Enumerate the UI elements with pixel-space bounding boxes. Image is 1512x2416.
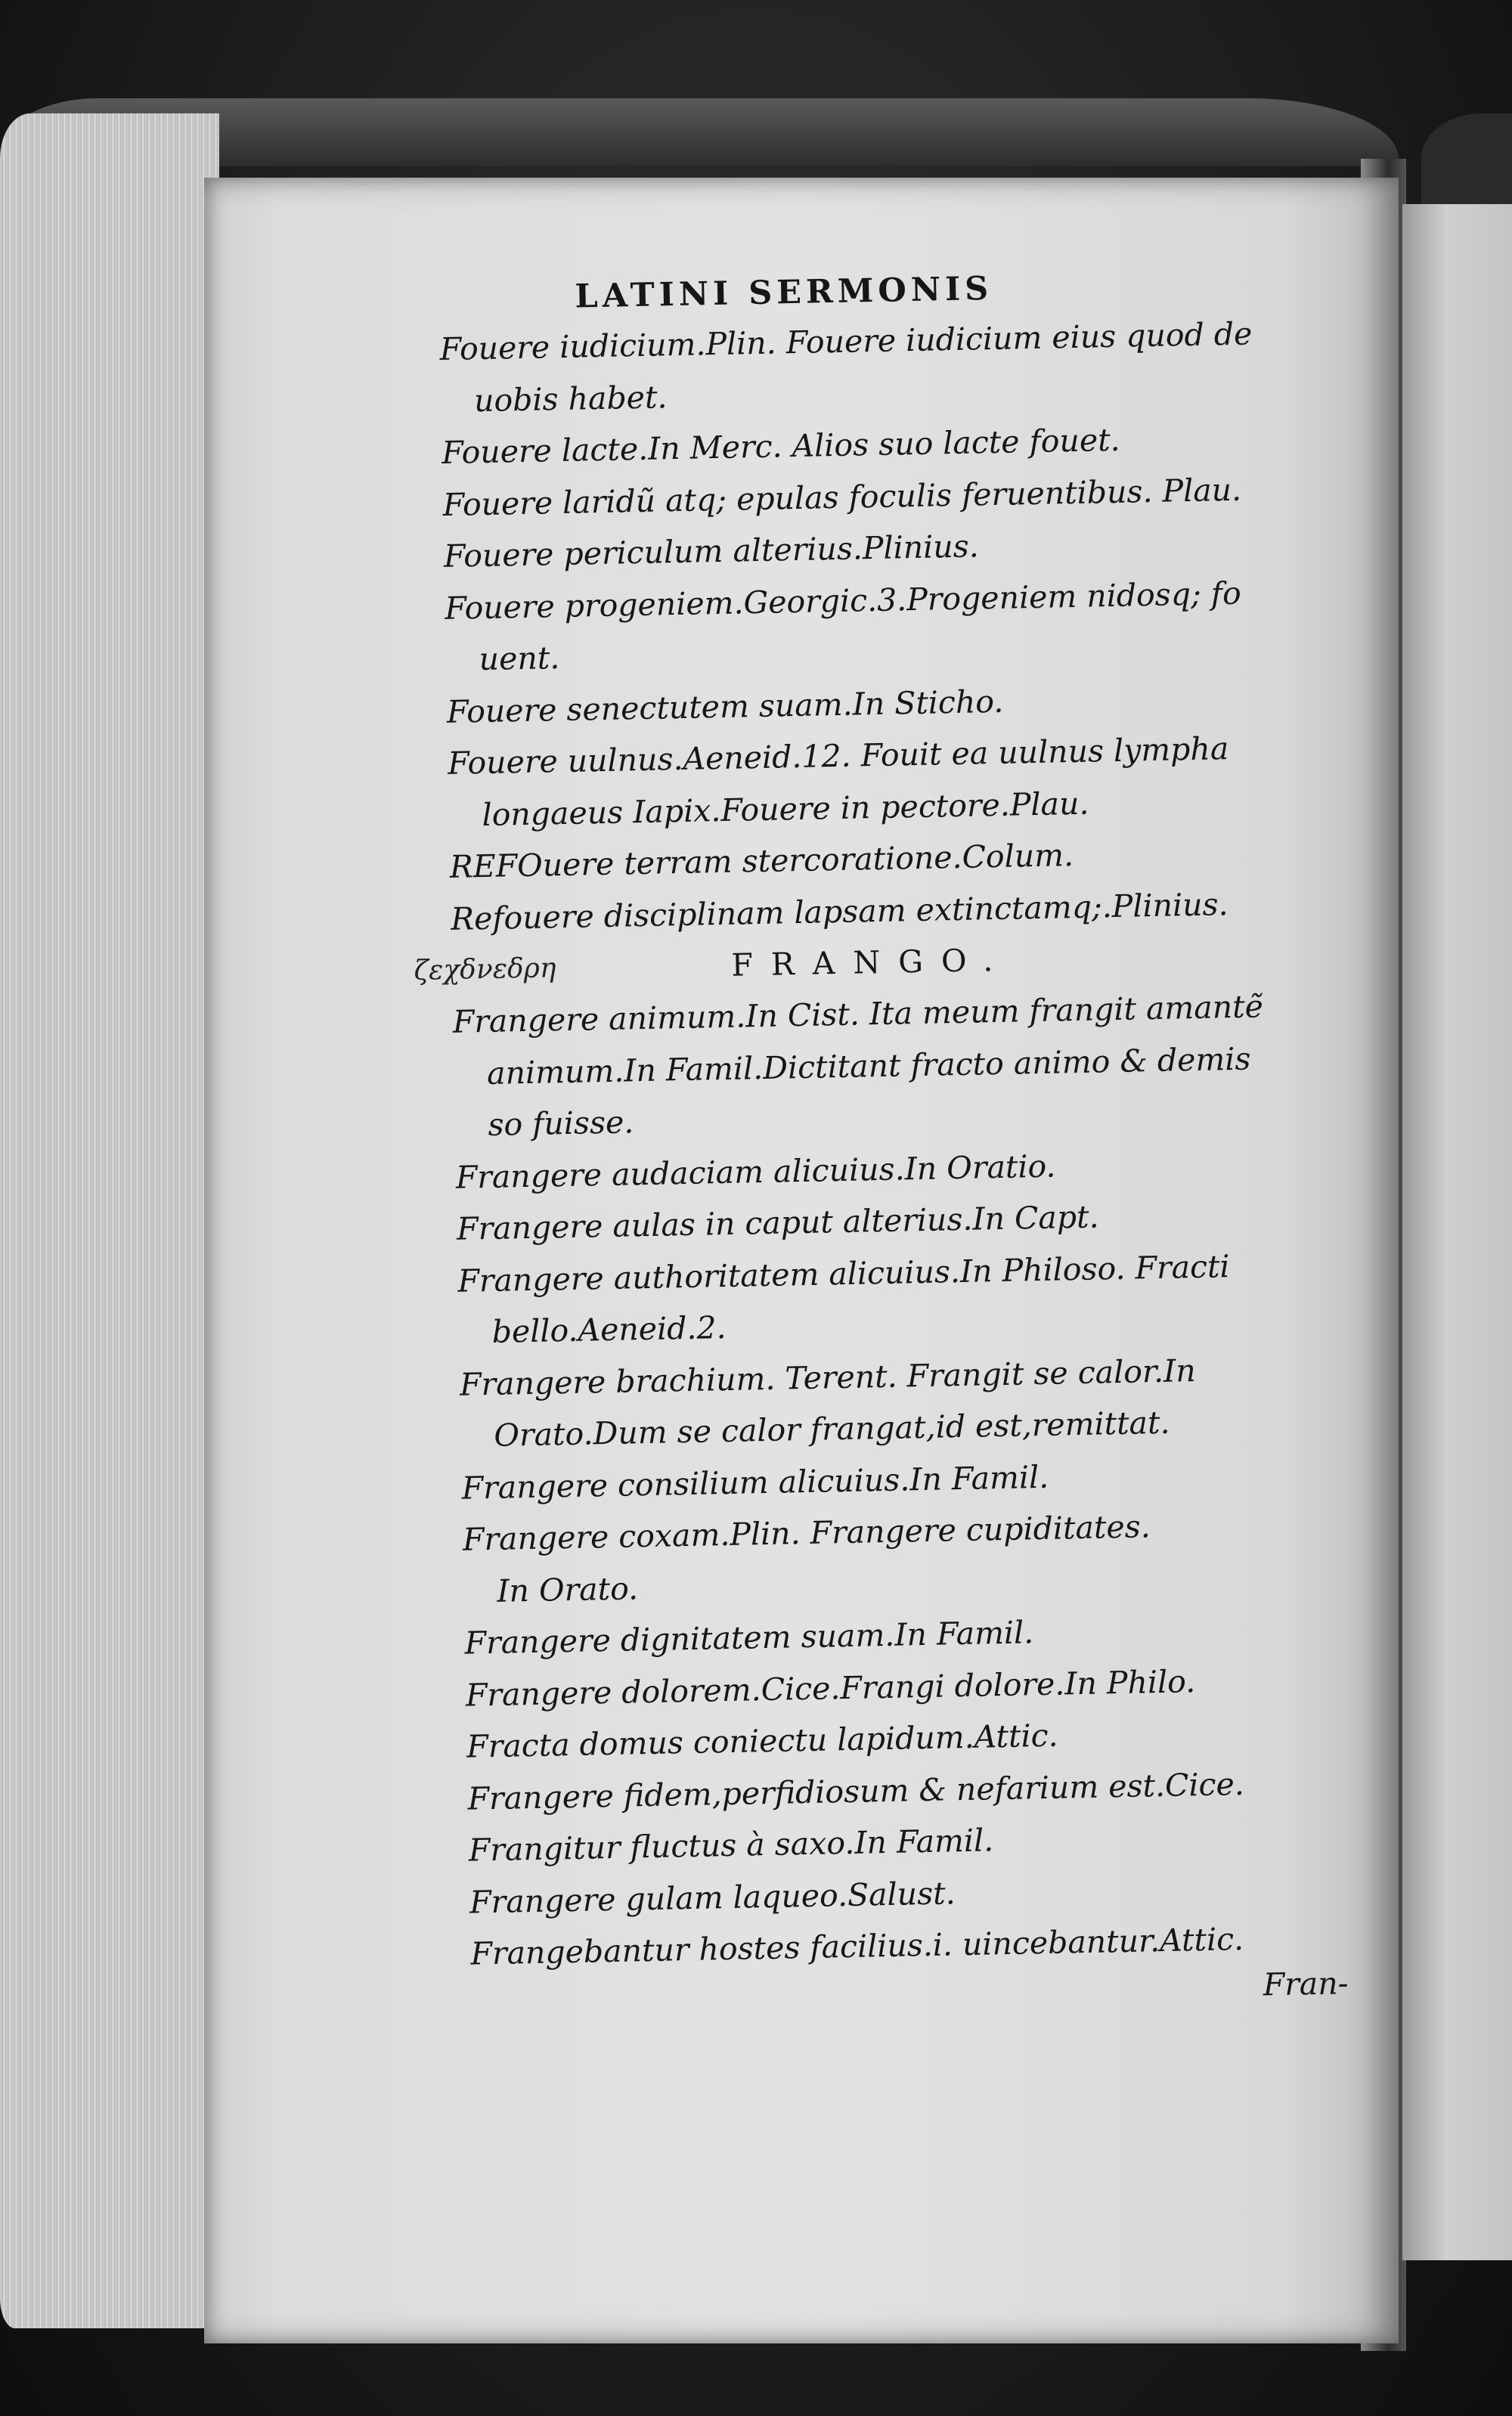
entry-line: Fouere iudicium.Plin. Fouere iudicium eius quod de — [439, 315, 1253, 367]
entry-line: Frangebantur hostes facilius.i. uincebantur.Attic. — [470, 1920, 1244, 1972]
dictionary-entry — [448, 720, 1334, 841]
entry-line: Frangere dignitatem suam.In Famil. — [464, 1614, 1034, 1662]
entry-line: REFOuere terram stercoratione.Colum. — [449, 837, 1074, 885]
section-title: FRANGO. — [731, 941, 1012, 983]
entry-continuation: bello.Aeneid.2. — [491, 1309, 727, 1350]
entry-continuation: uent. — [479, 640, 560, 678]
entry-line: Frangere audaciam alicuius.In Oratio. — [455, 1148, 1056, 1196]
entry-continuation: animum.In Famil.Dictitant fracto animo & demis — [486, 1040, 1251, 1092]
entry-line: Fracta domus coniectu lapidum.Attic. — [466, 1717, 1059, 1765]
entry-line: Frangere fidem,perfidiosum & nefarium est.Cice. — [467, 1765, 1245, 1817]
entry-line: Frangere aulas in caput alterius.In Capt. — [456, 1198, 1100, 1247]
entry-continuation: In Orato. — [496, 1569, 639, 1609]
entries-fouere — [439, 307, 1336, 945]
entry-line: Fouere periculum alterius.Plinius. — [443, 528, 980, 575]
entry-line: Frangere consilium alicuius.In Famil. — [461, 1458, 1049, 1507]
entry-line: Fouere uulnus.Aeneid.12. Fouit ea uulnus lympha — [447, 730, 1229, 782]
entry-line: Frangere dolorem.Cice.Frangi dolore.In Philo. — [465, 1662, 1196, 1714]
handwritten-margin-note: ζεχδνεδρη — [414, 952, 556, 987]
entry-line: Frangere gulam laqueo.Salust. — [469, 1874, 956, 1921]
right-page-sliver — [1402, 204, 1512, 2260]
dictionary-entry — [445, 565, 1331, 686]
entry-line: Fouere laridũ atq; epulas foculis feruentibus. Plau. — [442, 471, 1242, 523]
catchword: Fran- — [1263, 1964, 1349, 2002]
entry-line: Frangere brachium. Terent. Frangit se calor.In — [459, 1352, 1197, 1403]
entry-line: Frangitur fluctus à saxo.In Famil. — [468, 1822, 994, 1869]
entry-line: Fouere lacte.In Merc. Alios suo lacte fouet. — [441, 421, 1121, 471]
entry-continuation: longaeus Iapix.Fouere in pectore.Plau. — [482, 785, 1089, 833]
entries-frango — [452, 979, 1356, 1980]
entry-line: Frangere authoritatem alicuius.In Philoso. Fracti — [457, 1247, 1230, 1299]
dictionary-entry — [459, 1342, 1345, 1462]
entry-line: Frangere coxam.Plin. Frangere cupiditates. — [462, 1508, 1151, 1558]
dictionary-entry — [462, 1497, 1348, 1617]
page-text — [414, 263, 1356, 2020]
running-head: LATINI SERMONIS — [574, 269, 993, 316]
entry-line: Fouere senectutem suam.In Sticho. — [446, 683, 1004, 730]
entry-line: Frangere animum.In Cist. Ita meum frangit amantẽ — [452, 988, 1264, 1040]
dictionary-entry — [439, 307, 1325, 427]
entry-continuation: uobis habet. — [473, 378, 668, 419]
entry-continuation: Orato.Dum se calor frangat,id est,remittat. — [493, 1404, 1170, 1454]
dictionary-entry — [452, 979, 1340, 1151]
entry-continuation: so fuisse. — [488, 1104, 634, 1143]
entry-line: Refouere disciplinam lapsam extinctamq;.Plinius. — [450, 885, 1229, 937]
entry-line: Fouere progeniem.Georgic.3.Progeniem nidosq; fo — [444, 575, 1242, 627]
page-stack-edge — [0, 113, 219, 2328]
dictionary-entry — [457, 1238, 1343, 1358]
book-cover-corner — [1421, 113, 1512, 204]
